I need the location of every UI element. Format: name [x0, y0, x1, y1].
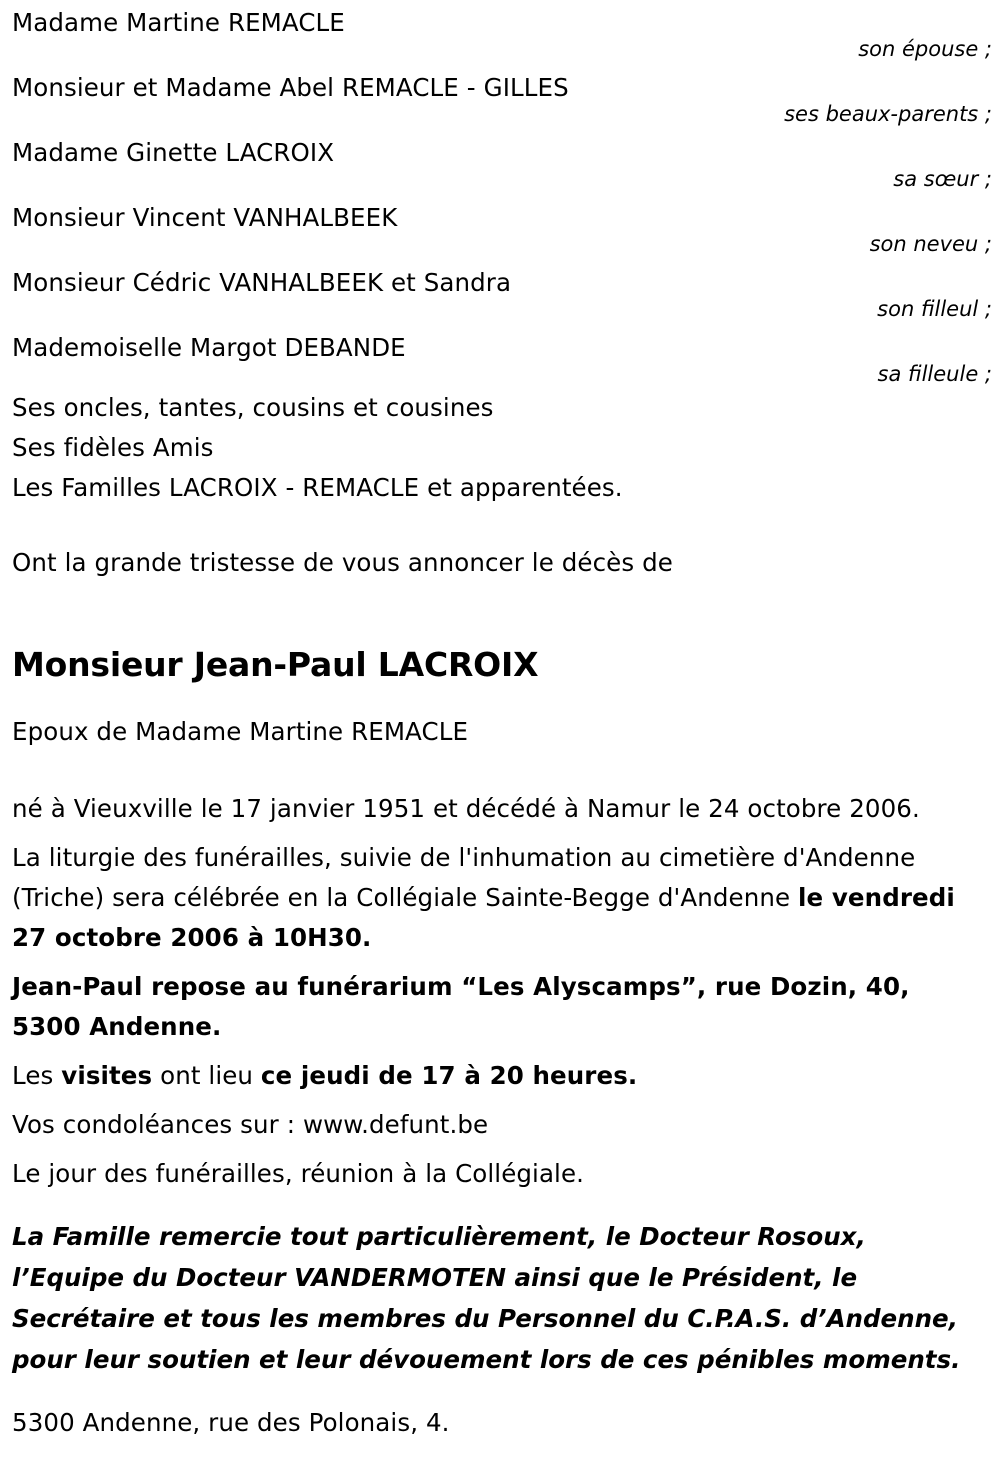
reunion-paragraph: Le jour des funérailles, réunion à la Collégiale. — [12, 1159, 585, 1188]
announcement-lead-in: Ont la grande tristesse de vous annoncer le décès de — [12, 548, 673, 577]
relative-name: Madame Martine REMACLE — [12, 8, 345, 37]
extended-family-block — [12, 388, 972, 508]
details-block — [12, 789, 987, 1208]
liturgy-intro-text: La liturgie des funérailles, suivie de l'inhumation au cimetière d'Andenne (Triche) sera célébrée en la Collégiale Sainte-Begge d'Andenne — [12, 843, 916, 912]
visits-paragraph — [12, 1056, 987, 1096]
visits-keyword-text: visites — [61, 1061, 153, 1090]
relative-row — [0, 325, 1000, 390]
visits-prefix-text: Les — [12, 1061, 62, 1090]
relative-name: Monsieur et Madame Abel REMACLE - GILLES — [12, 73, 569, 102]
relatives-block — [0, 0, 1000, 390]
spouse-of-line: Epoux de Madame Martine REMACLE — [12, 717, 469, 746]
relative-row — [0, 0, 1000, 65]
birth-death-paragraph: né à Vieuxville le 17 janvier 1951 et décédé à Namur le 24 octobre 2006. — [12, 794, 920, 823]
thanks-paragraph: La Famille remercie tout particulièrement, le Docteur Rosoux, l’Equipe du Docteur VANDERMOTEN ainsi que le Président, le Secrétaire et tous les membres du Personnel du C.P.A.S. d’Andenne, pour leur soutien et leur dévouement lors de ces pénibles moments. — [12, 1222, 961, 1374]
funerarium-paragraph: Jean-Paul repose au funérarium “Les Alyscamps”, rue Dozin, 40, 5300 Andenne. — [12, 972, 910, 1041]
extended-family-line: Les Familles LACROIX - REMACLE et apparentées. — [12, 473, 623, 502]
deceased-name-heading: Monsieur Jean-Paul LACROIX — [12, 645, 539, 685]
liturgy-datetime-text: le vendredi 27 octobre 2006 à 10H30. — [12, 883, 955, 952]
relative-row — [0, 130, 1000, 195]
visits-middle-text: ont lieu — [152, 1061, 261, 1090]
relative-row — [0, 65, 1000, 130]
relative-label: son épouse ; — [858, 37, 992, 61]
relative-row — [0, 260, 1000, 325]
relative-label: sa filleule ; — [877, 362, 992, 386]
relative-name: Monsieur Vincent VANHALBEEK — [12, 203, 398, 232]
relative-name: Mademoiselle Margot DEBANDE — [12, 333, 406, 362]
relative-name: Monsieur Cédric VANHALBEEK et Sandra — [12, 268, 512, 297]
relative-label: son neveu ; — [869, 232, 992, 256]
relative-name: Madame Ginette LACROIX — [12, 138, 335, 167]
relative-label: ses beaux-parents ; — [784, 102, 992, 126]
condolences-paragraph: Vos condoléances sur : www.defunt.be — [12, 1110, 489, 1139]
extended-family-line: Ses oncles, tantes, cousins et cousines — [12, 393, 494, 422]
relative-label: sa sœur ; — [893, 167, 992, 191]
relative-label: son filleul ; — [877, 297, 992, 321]
address-line: 5300 Andenne, rue des Polonais, 4. — [12, 1408, 450, 1437]
liturgy-paragraph — [12, 838, 984, 958]
relative-row — [0, 195, 1000, 260]
extended-family-line: Ses fidèles Amis — [12, 433, 214, 462]
visits-time-text: ce jeudi de 17 à 20 heures. — [260, 1061, 638, 1090]
